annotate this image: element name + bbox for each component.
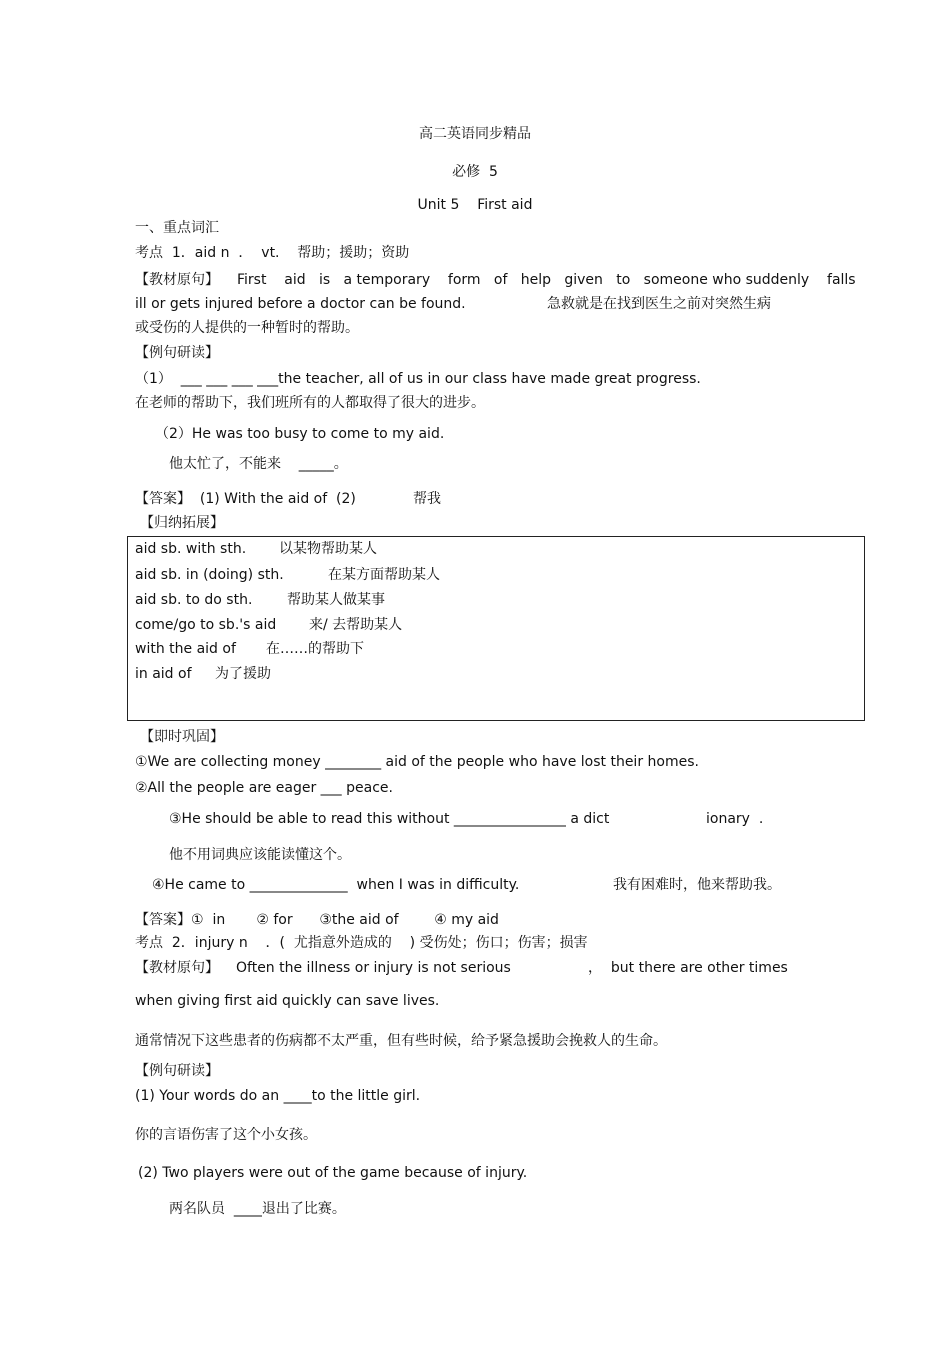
practice-answers: 【答案】① in ② for ③the aid of ④ my aid bbox=[135, 912, 499, 928]
point1-source-label: 【教材原句】 bbox=[135, 272, 219, 288]
practice-question-3-tail: ionary . bbox=[706, 811, 764, 827]
point1-source-en-2: ill or gets injured before a doctor can be found. bbox=[135, 296, 466, 312]
point1-practice-label: 【即时巩固】 bbox=[140, 729, 224, 745]
point2-example1-en: (1) Your words do an ____to the little girl. bbox=[135, 1088, 421, 1104]
point1-example1-en: （1） ___ ___ ___ ___the teacher, all of us in our class have made great progress. bbox=[135, 371, 701, 387]
point2-example2-en: (2) Two players were out of the game because of injury. bbox=[138, 1165, 528, 1181]
point1-expand-label: 【归纳拓展】 bbox=[140, 515, 224, 531]
expand-row-4-en: come/go to sb.'s aid bbox=[135, 617, 277, 633]
point1-examples-label: 【例句研读】 bbox=[135, 345, 219, 361]
point2-example1-zh: 你的言语伤害了这个小女孩。 bbox=[135, 1127, 317, 1143]
section-heading: 一、重点词汇 bbox=[135, 220, 219, 236]
expand-row-3-zh: 帮助某人做某事 bbox=[287, 592, 385, 608]
point1-example2-zh: 他太忙了，不能来 _____。 bbox=[169, 456, 348, 472]
point1-example1-zh: 在老师的帮助下，我们班所有的人都取得了很大的进步。 bbox=[135, 395, 485, 411]
point2-source-zh: 通常情况下这些患者的伤病都不太严重，但有些时候，给予紧急援助会挽救人的生命。 bbox=[135, 1033, 667, 1049]
expand-row-3-en: aid sb. to do sth. bbox=[135, 592, 253, 608]
point2-examples-label: 【例句研读】 bbox=[135, 1063, 219, 1079]
expand-row-2-en: aid sb. in (doing) sth. bbox=[135, 567, 284, 583]
practice-question-3-zh: 他不用词典应该能读懂这个。 bbox=[169, 847, 351, 863]
point2-example2-zh: 两名队员 ____退出了比赛。 bbox=[169, 1201, 346, 1217]
expand-row-4-zh: 来/ 去帮助某人 bbox=[309, 617, 403, 633]
point1-source-zh-1: 急救就是在找到医生之前对突然生病 bbox=[547, 296, 771, 312]
point2-source-label: 【教材原句】 bbox=[135, 960, 219, 976]
expand-row-5-zh: 在……的帮助下 bbox=[266, 641, 364, 657]
expand-row-6-en: in aid of bbox=[135, 666, 192, 682]
point1-source-en-1: First aid is a temporary form of help given to someone who suddenly falls bbox=[237, 272, 856, 288]
practice-question-4: ④He came to ______________ when I was in difficulty. bbox=[152, 877, 520, 893]
expand-row-5-en: with the aid of bbox=[135, 641, 236, 657]
unit-title: Unit 5 First aid bbox=[417, 197, 533, 213]
point2-source-en-1: Often the illness or injury is not serious bbox=[236, 960, 511, 976]
point2-title: 考点 2．injury n ．( 尤指意外造成的 ) 受伤处；伤口；伤害；损害 bbox=[135, 935, 588, 951]
expand-row-6-zh: 为了援助 bbox=[215, 666, 271, 682]
practice-question-1: ①We are collecting money ________ aid of the people who have lost their homes. bbox=[135, 754, 699, 770]
expansion-box bbox=[127, 536, 865, 721]
point1-source-zh-2: 或受伤的人提供的一种暂时的帮助。 bbox=[135, 320, 359, 336]
expand-row-1-en: aid sb. with sth. bbox=[135, 541, 247, 557]
point2-source-en-2: when giving first aid quickly can save lives. bbox=[135, 993, 440, 1009]
point1-title: 考点 1．aid n ． vt. 帮助；援助；资助 bbox=[135, 245, 410, 261]
point1-example2-en: （2）He was too busy to come to my aid. bbox=[155, 426, 445, 442]
practice-question-2: ②All the people are eager ___ peace. bbox=[135, 780, 393, 796]
practice-question-3: ③He should be able to read this without ________________ a dict bbox=[169, 811, 610, 827]
document-title: 高二英语同步精品 bbox=[419, 126, 531, 142]
expand-row-1-zh: 以某物帮助某人 bbox=[279, 541, 377, 557]
point1-answer-zh: 帮我 bbox=[413, 491, 441, 507]
expand-row-2-zh: 在某方面帮助某人 bbox=[328, 567, 440, 583]
practice-question-4-zh: 我有困难时，他来帮助我。 bbox=[613, 877, 781, 893]
book-label: 必修 5 bbox=[452, 164, 498, 180]
point2-source-en-1b: ， but there are other times bbox=[588, 960, 788, 976]
point1-answer-en: 【答案】 (1) With the aid of (2) bbox=[135, 491, 356, 507]
